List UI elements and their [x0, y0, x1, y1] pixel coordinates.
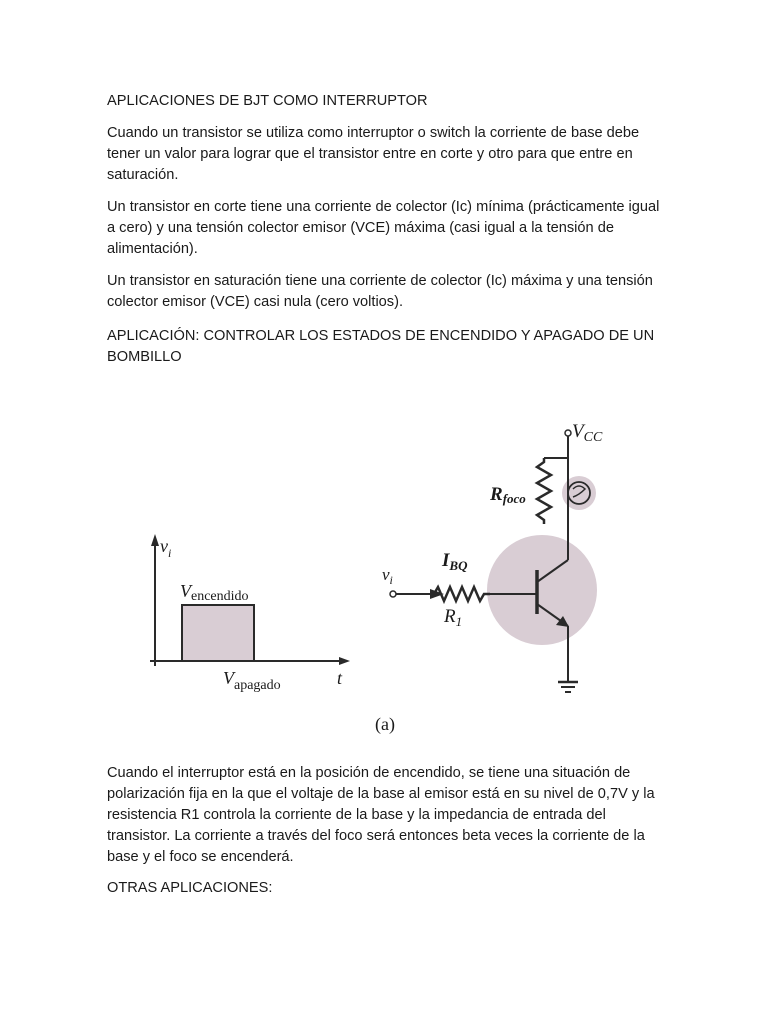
svg-text:vi	[382, 565, 393, 587]
lamp-resistor-label-sub: foco	[502, 491, 526, 506]
lamp-resistor	[537, 458, 551, 524]
explanation-paragraph: Cuando el interruptor está en la posición de encendido, se tiene una situación de polarización fija en la que el voltaje de la base al emisor está en su nivel de 0,7V y la resistencia R1 controla la corriente de la base y la impedancia de entrada del transistor. La corriente a través del foco será entonces beta veces la corriente de la base y el foco se encenderá.	[107, 765, 655, 865]
vcc-label-sub: CC	[583, 430, 603, 445]
off-level-label-sub: apagado	[234, 678, 281, 693]
document-heading: APLICACIONES DE BJT COMO INTERRUPTOR	[107, 93, 428, 109]
x-axis-label: t	[337, 668, 343, 688]
off-level-label: V	[223, 668, 234, 688]
svg-text:VCC	[572, 421, 603, 445]
lamp-resistor-label: R	[490, 484, 503, 505]
y-axis-label: v	[160, 536, 168, 556]
on-level-label-sub: encendido	[191, 589, 249, 604]
vcc-label: V	[572, 421, 584, 442]
base-resistor-label: R	[444, 606, 456, 627]
paragraph-1: Cuando un transistor se utiliza como interruptor o switch la corriente de base debe tener un valor para lograr que el transistor entre en corte y otro para que entre en saturación.	[107, 125, 640, 183]
svg-text:vi	[160, 536, 171, 560]
figure-caption: (a)	[375, 714, 395, 734]
paragraph-3: Un transistor en saturación tiene una corriente de colector (Ic) máxima y una tensión colector emisor (VCE) casi nula (cero voltios).	[107, 273, 653, 310]
circuit-figure	[140, 400, 640, 745]
ground-icon	[558, 682, 578, 692]
input-terminal	[390, 591, 396, 597]
svg-text:Rfoco	[489, 484, 526, 506]
svg-text:Vencendido	[180, 581, 249, 604]
x-axis-arrow	[339, 657, 350, 665]
base-current-label-sub: BQ	[449, 558, 468, 573]
on-level-label: V	[180, 581, 191, 601]
transistor-highlight	[487, 535, 597, 645]
pulse-highlight	[182, 605, 254, 660]
base-resistor-label-sub: 1	[455, 614, 463, 629]
other-applications-heading: OTRAS APLICACIONES:	[107, 880, 273, 896]
svg-text:IBQ	[441, 550, 468, 573]
vcc-terminal	[565, 430, 571, 436]
svg-text:Vapagado	[223, 668, 281, 693]
paragraph-2: Un transistor en corte tiene una corriente de colector (Ic) mínima (prácticamente igual a cero) y una tensión colector emisor (VCE) máxima (casi igual a la tensión de alimentación).	[107, 199, 660, 257]
waveform-graph	[150, 534, 350, 693]
application-heading: APLICACIÓN: CONTROLAR LOS ESTADOS DE ENCENDIDO Y APAGADO DE UN BOMBILLO	[107, 328, 655, 365]
input-label: v	[382, 565, 390, 584]
y-axis-label-sub: i	[168, 546, 172, 560]
svg-text:R1	[443, 606, 462, 629]
input-label-sub: i	[389, 573, 393, 587]
bjt-switch-circuit	[382, 421, 603, 692]
base-current-label: I	[442, 550, 450, 571]
circuit-diagram	[140, 400, 640, 745]
y-axis-arrow	[151, 534, 159, 546]
